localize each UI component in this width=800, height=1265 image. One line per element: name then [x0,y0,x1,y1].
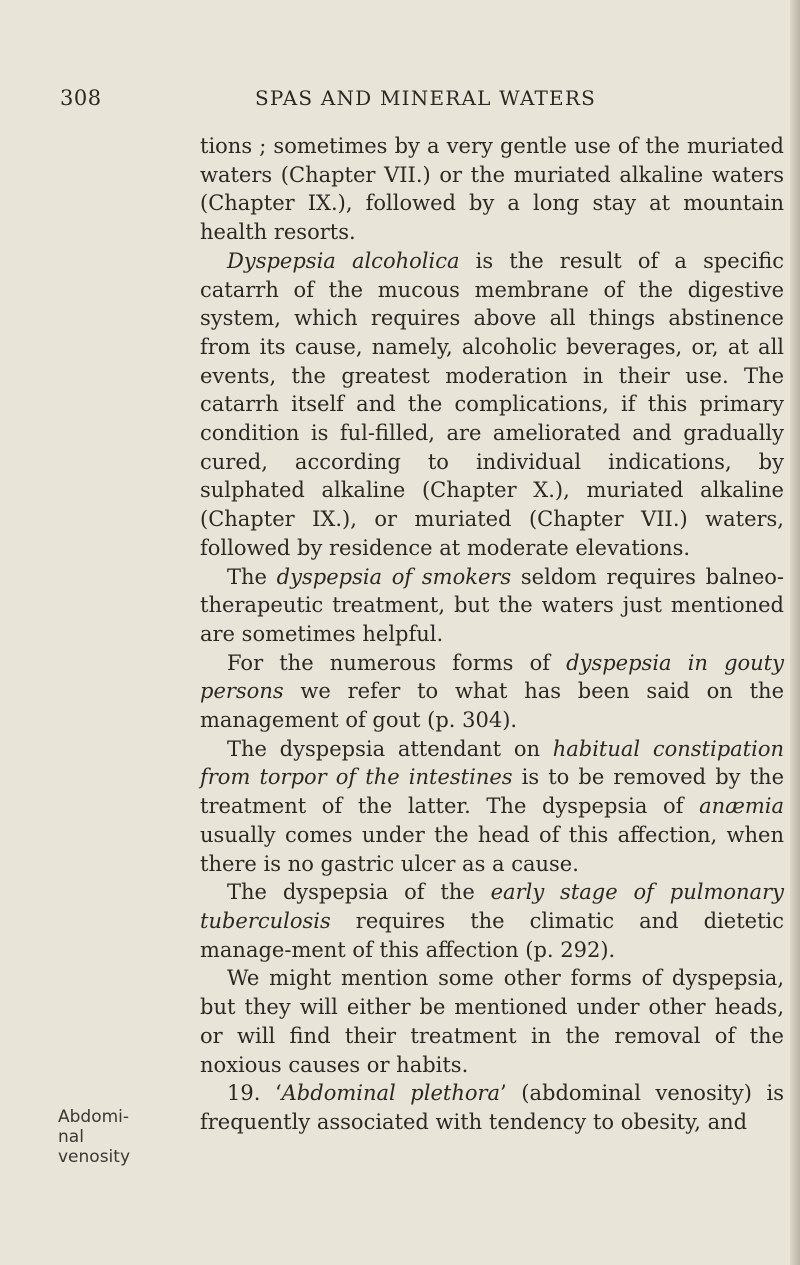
margin-note-line-3: venosity [58,1147,131,1167]
paragraph-4 [200,649,784,735]
term-habitual-constipation: habitual constipation from torpor of the intestines [200,736,784,790]
paragraph-6 [200,878,784,964]
margin-note-line-1: Abdomi- [58,1107,130,1127]
body-text [200,132,784,1137]
term-pulmonary-tuberculosis: early stage of pulmonary tuberculosis [200,880,784,933]
term-abdominal-plethora: Abdominal plethora [281,1081,501,1106]
paragraph-6-text-b: requires the climatic and dietetic manage-ment of this affection (p. 292). [200,908,784,962]
page-edge-shadow [790,0,800,1265]
paragraph-8-text-b: ’ (abdominal venosity) is frequently associated with tendency to obesity, and [200,1081,784,1134]
term-anaemia: anæmia [699,794,784,819]
paragraph-5 [200,735,784,879]
paragraph-8-text-a: 19. ‘ [227,1081,282,1106]
paragraph-3-text-b: seldom requires balneo-therapeutic treatment, but the waters just mentioned are sometimes helpful. [200,564,784,646]
paragraph-4-text-b: we refer to what has been said on the management of gout (p. 304). [200,679,784,733]
margin-note [58,1107,178,1167]
paragraph-5-text-c: usually comes under the head of this affection, when there is no gastric ulcer as a cause. [200,822,784,876]
paragraph-8 [200,1079,784,1136]
paragraph-2-text: is the result of a specific catarrh of the mucous membrane of the digestive system, which requires above all things abstinence from its cause, namely, alcoholic beverages, or, at all events, the greatest moderation in their use. The catarrh itself and the complications, if this primary condition is ful-filled, are ameliorated and gradually cured, according to individual indications, by sulphated alkaline (Chapter X.), muriated alkaline (Chapter IX.), or muriated (Chapter VII.) waters, followed by residence at moderate elevations. [200,248,784,560]
running-head [0,86,800,116]
page-title: SPAS AND MINERAL WATERS [255,86,596,110]
paragraph-2 [200,247,784,563]
page-number: 308 [60,86,102,110]
paragraph-1-text: tions ; sometimes by a very gentle use of the muriated waters (Chapter VII.) or the muriated alkaline waters (Chapter IX.), followed by a long stay at mountain health resorts. [200,134,784,245]
paragraph-5-text-b: is to be removed by the treatment of the latter. The dyspepsia of [200,765,785,819]
margin-note-line-2: nal [58,1127,84,1147]
paragraph-1 [200,132,784,247]
paragraph-5-text-a: The dyspepsia attendant on [227,736,553,761]
term-dyspepsia-alcoholica: Dyspepsia alcoholica [227,248,460,273]
paragraph-3-text-a: The [227,564,277,589]
term-dyspepsia-gouty: dyspepsia in gouty persons [200,650,784,704]
paragraph-6-text-a: The dyspepsia of the [227,880,491,905]
paragraph-7-text: We might mention some other forms of dyspepsia, but they will either be mentioned under other heads, or will find their treatment in the removal of the noxious causes or habits. [200,966,784,1077]
paragraph-3 [200,563,784,649]
paragraph-7 [200,964,784,1079]
term-dyspepsia-of-smokers: dyspepsia of smokers [276,564,512,589]
paragraph-4-text-a: For the numerous forms of [227,650,567,675]
